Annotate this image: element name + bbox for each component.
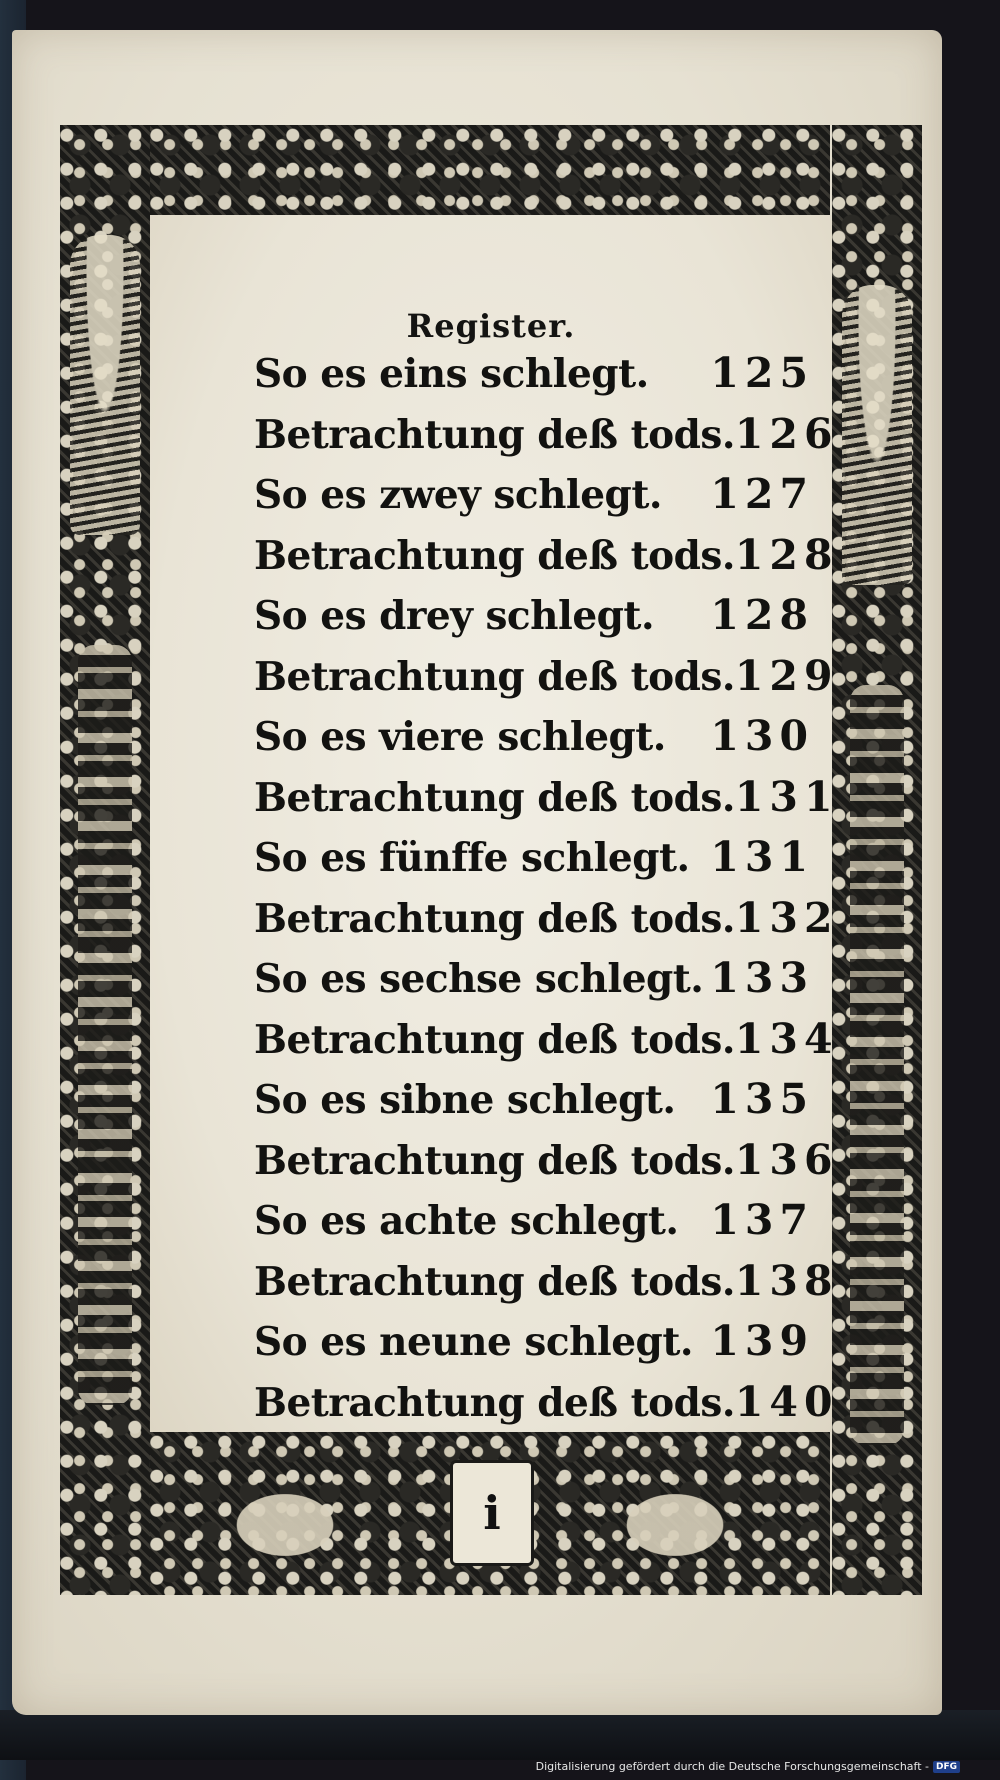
- hare-left: [210, 1477, 360, 1557]
- book-cover-bottom: [0, 1710, 1000, 1760]
- register-entry: [254, 651, 839, 713]
- register-entry: [254, 1135, 839, 1197]
- entry-title: So es sechse schlegt.: [254, 956, 704, 1002]
- entry-page: 135: [710, 1075, 814, 1123]
- signature-mark-text: i: [483, 1486, 501, 1540]
- woodcut-border: [60, 125, 922, 1595]
- entry-title: Betrachtung deß tods.: [254, 653, 735, 700]
- entry-title: Betrachtung deß tods.: [254, 411, 735, 458]
- register-entry: [254, 893, 839, 955]
- saint-figure-left: [70, 235, 140, 535]
- column-ornament-right: [850, 685, 904, 1445]
- entry-page: 127: [710, 470, 814, 518]
- register-entry: [254, 470, 814, 531]
- register-entry: [254, 1196, 814, 1257]
- saint-figure-right: [842, 285, 912, 585]
- entry-title: So es viere schlegt.: [254, 714, 666, 760]
- entry-page: 126: [734, 409, 839, 458]
- column-ornament-left: [78, 645, 132, 1405]
- register-entry: [254, 1317, 814, 1378]
- entry-page: 139: [710, 1317, 814, 1365]
- register-entry: [254, 349, 814, 410]
- entry-page: 131: [710, 833, 814, 881]
- credit-text: Digitalisierung gefördert durch die Deutsche Forschungsgemeinschaft -: [535, 1760, 929, 1773]
- register-entry: [254, 954, 814, 1015]
- register-entry: [254, 833, 814, 894]
- entry-page: 138: [734, 1256, 839, 1305]
- entry-page: 137: [710, 1196, 814, 1244]
- register-entries: [254, 349, 839, 1438]
- entry-title: So es neune schlegt.: [254, 1319, 693, 1365]
- entry-title: Betrachtung deß tods.: [254, 532, 735, 579]
- register-entry: [254, 1256, 839, 1318]
- entry-page: 134: [734, 1014, 839, 1063]
- register-entry: [254, 1075, 814, 1136]
- register-entry: [254, 712, 814, 773]
- entry-title: So es achte schlegt.: [254, 1198, 679, 1244]
- signature-mark: [450, 1460, 534, 1566]
- entry-page: 131: [734, 772, 839, 821]
- entry-title: Betrachtung deß tods.: [254, 1379, 735, 1426]
- register-heading: Register.: [406, 307, 576, 345]
- entry-title: So es sibne schlegt.: [254, 1077, 676, 1123]
- entry-title: Betrachtung deß tods.: [254, 1258, 735, 1305]
- hare-border-bottom: [150, 1432, 830, 1595]
- entry-page: 125: [710, 349, 814, 397]
- hare-right: [600, 1477, 750, 1557]
- floral-border-top: [150, 125, 830, 215]
- entry-page: 132: [734, 893, 839, 942]
- entry-page: 140: [734, 1377, 839, 1426]
- book-page: [12, 30, 942, 1715]
- entry-title: So es zwey schlegt.: [254, 472, 662, 518]
- register-entry: [254, 591, 814, 652]
- entry-title: So es eins schlegt.: [254, 351, 649, 397]
- dfg-logo-icon: DFG: [933, 1761, 960, 1773]
- register-entry: [254, 530, 839, 592]
- entry-title: Betrachtung deß tods.: [254, 1137, 735, 1184]
- entry-page: 128: [710, 591, 814, 639]
- ornament-border-left: [60, 125, 150, 1595]
- entry-title: Betrachtung deß tods.: [254, 895, 735, 942]
- entry-title: Betrachtung deß tods.: [254, 774, 735, 821]
- digitization-credit: [536, 1760, 960, 1773]
- register-entry: [254, 1014, 839, 1076]
- entry-title: Betrachtung deß tods.: [254, 1016, 735, 1063]
- entry-page: 133: [710, 954, 814, 1002]
- entry-title: So es drey schlegt.: [254, 593, 655, 639]
- entry-page: 130: [710, 712, 814, 760]
- entry-page: 128: [734, 530, 839, 579]
- ornament-border-right: [832, 125, 922, 1595]
- entry-page: 129: [734, 651, 839, 700]
- entry-title: So es fünffe schlegt.: [254, 835, 690, 881]
- register-entry: [254, 1377, 839, 1439]
- register-entry: [254, 772, 839, 834]
- register-entry: [254, 409, 839, 471]
- register-panel: [150, 215, 839, 1432]
- entry-page: 136: [734, 1135, 839, 1184]
